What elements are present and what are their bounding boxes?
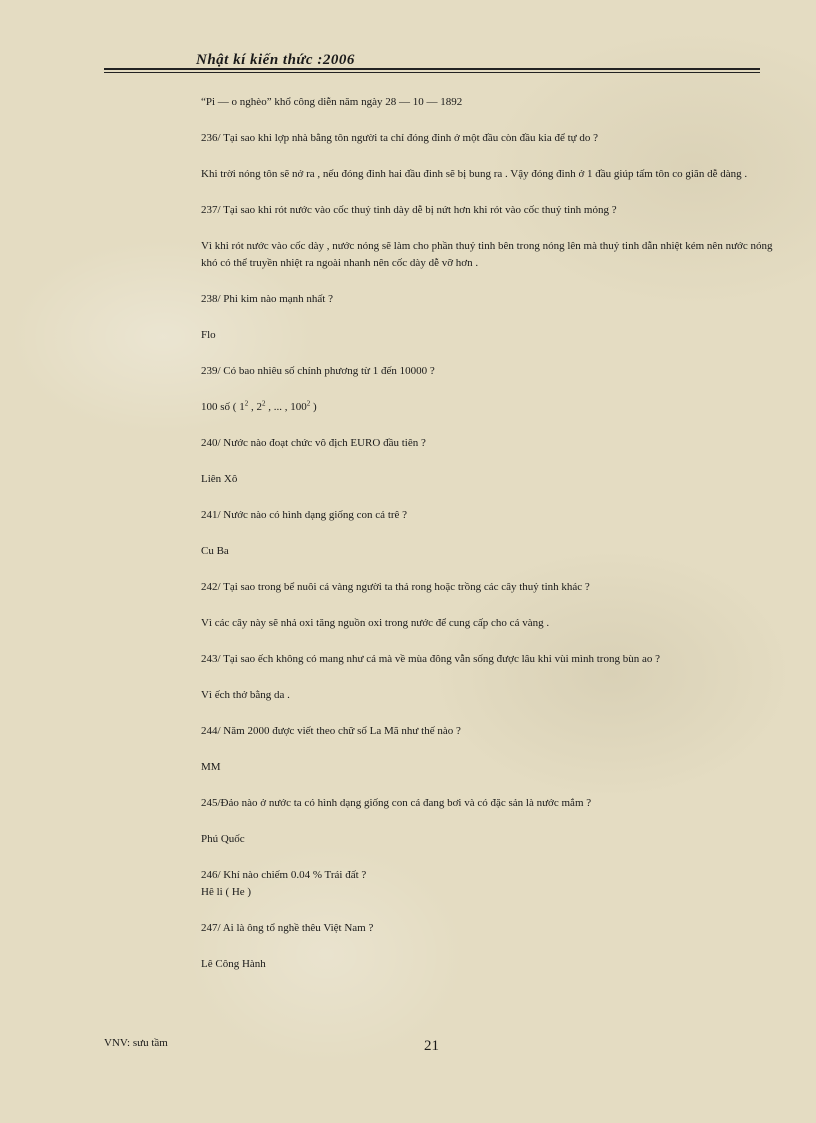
footer-credit: VNV: sưu tầm xyxy=(104,1037,168,1049)
question-245: 245/Đảo nào ở nước ta có hình dạng giống con cá đang bơi và có đặc sản là nước mắm ? xyxy=(201,797,592,809)
answer-247: Lê Công Hành xyxy=(201,958,266,970)
question-240: 240/ Nước nào đoạt chức vô địch EURO đầu tiên ? xyxy=(201,437,426,449)
answer-245: Phú Quốc xyxy=(201,833,245,845)
page-number: 21 xyxy=(424,1038,439,1054)
answer-237: Vì khi rót nước vào cốc dày , nước nóng sẽ làm cho phần thuỷ tinh bên trong nóng lên mà thuỷ tinh dẫn nhiệt kém nên nước nóng khó có thể truyền nhiệt ra ngoài nhanh nên cốc dày dễ vỡ hơn . xyxy=(201,240,773,269)
answer-236: Khi trời nóng tôn sẽ nở ra , nếu đóng đinh hai đầu đinh sẽ bị bung ra . Vậy đóng đinh ở 1 đầu giúp tấm tôn co giãn dễ dàng . xyxy=(201,168,748,180)
question-246: 246/ Khí nào chiếm 0.04 % Trái đất ? xyxy=(201,869,367,881)
question-244: 244/ Năm 2000 được viết theo chữ số La Mã như thế nào ? xyxy=(201,725,461,737)
question-238: 238/ Phi kim nào mạnh nhất ? xyxy=(201,293,333,305)
answer-242: Vì các cây này sẽ nhả oxi tăng nguồn oxi trong nước để cung cấp cho cá vàng . xyxy=(201,617,550,629)
question-239: 239/ Có bao nhiêu số chính phương từ 1 đến 10000 ? xyxy=(201,365,435,377)
document-body xyxy=(201,94,773,973)
header-rule-thin xyxy=(104,72,760,73)
question-247: 247/ Ai là ông tổ nghề thêu Việt Nam ? xyxy=(201,922,374,934)
question-241: 241/ Nước nào có hình dạng giống con cá trê ? xyxy=(201,509,408,521)
answer-238: Flo xyxy=(201,329,216,341)
header-rule-thick xyxy=(104,68,760,70)
answer-239: 100 số ( $1^2$ , $2^2$ , ... , $100^2$ ) xyxy=(201,399,317,413)
question-242: 242/ Tại sao trong bể nuôi cá vàng người ta thả rong hoặc trồng các cây thuỷ tinh khác ? xyxy=(201,581,590,593)
question-236: 236/ Tại sao khi lợp nhà bằng tôn người ta chỉ đóng đinh ở một đầu còn đầu kia để tự do ? xyxy=(201,132,598,144)
intro-line: “Pi — o nghèo” khổ công diễn năm ngày 28 — 10 — 1892 xyxy=(201,96,463,108)
question-237: 237/ Tại sao khi rót nước vào cốc thuỷ tinh dày dễ bị nứt hơn khi rót vào cốc thuỷ tinh mỏng ? xyxy=(201,204,617,216)
answer-241: Cu Ba xyxy=(201,545,229,557)
header-title: Nhật kí kiến thức :2006 xyxy=(196,52,355,68)
answer-243: Vì ếch thở bằng da . xyxy=(201,689,290,701)
answer-244: MM xyxy=(201,761,221,773)
question-243: 243/ Tại sao ếch không có mang như cá mà về mùa đông vẫn sống được lâu khi vùi mình trong bùn ao ? xyxy=(201,653,660,665)
answer-246: Hê li ( He ) xyxy=(201,886,252,898)
answer-240: Liên Xô xyxy=(201,473,238,485)
